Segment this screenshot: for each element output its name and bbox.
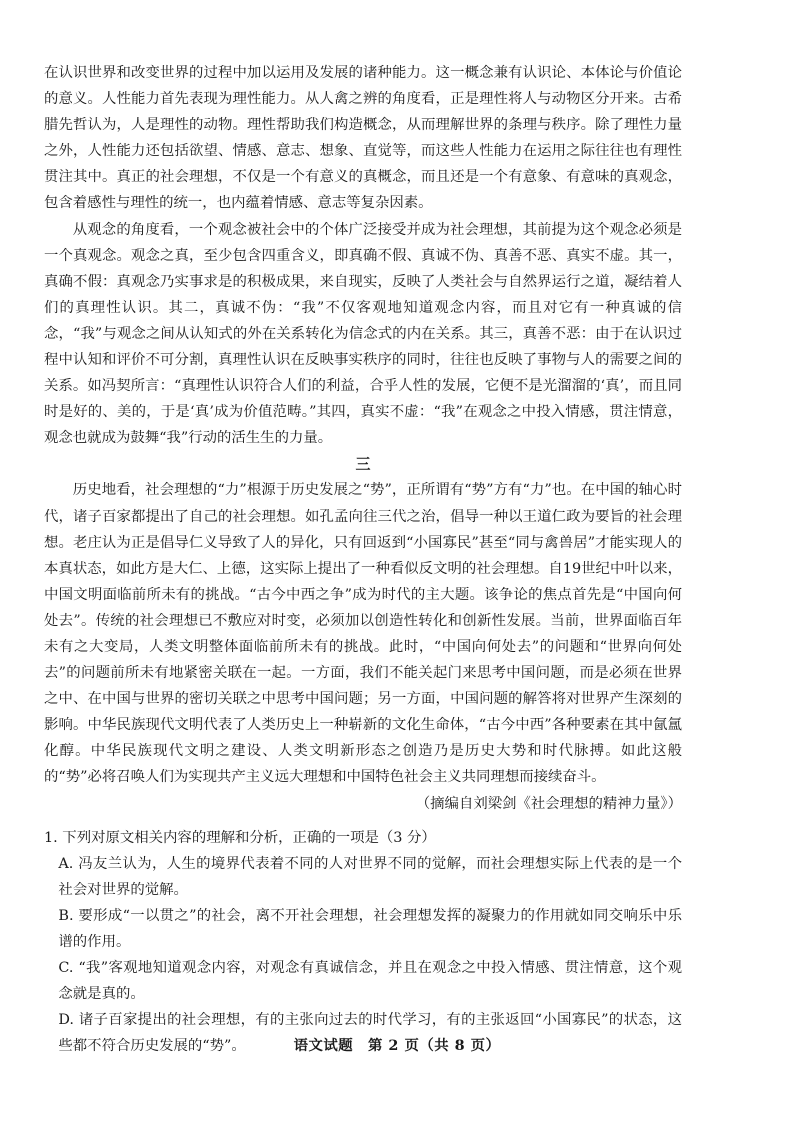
body-paragraph-3: 历史地看，社会理想的“力”根源于历史发展之“势”，正所谓有“势”方有“力”也。在中国的轴心时代，诸子百家都提出了自己的社会理想。如孔孟向往三代之治，倡导一种以王道仁政为要旨的社会理想。老庄认为正是倡导仁义导致了人的异化，只有回返到“小国寡民”甚至“同与禽兽居”才能实现人的本真状态，如此方是大仁、上德，这实际上提出了一种看似反文明的社会理想。自19世纪中叶以来，中国文明面临前所未有的挑战。“古今中西之争”成为时代的主大题。该争论的焦点首先是“中国向何处去”。传统的社会理想已不敷应对时变，必须加以创造性转化和创新性发展。当前，世界面临百年未有之大变局，人类文明整体面临前所未有的挑战。此时，“中国向何处去”的问题和“世界向何处去”的问题前所未有地紧密关联在一起。一方面，我们不能关起门来思考中国问题，而是必须在世界之中、在中国与世界的密切关联之中思考中国问题；另一方面，中国问题的解答将对世界产生深刻的影响。中华民族现代文明代表了人类历史上一种崭新的文化生命体，“古今中西”各种要素在其中氤氲化醇。中华民族现代文明之建设、人类文明新形态之创造乃是历史大势和时代脉搏。如此这般的“势”必将召唤人们为实现共产主义远大理想和中国特色社会主义共同理想而接续奋斗。 <box>44 482 682 786</box>
question-1-option-a: A. 冯友兰认为，人生的境界代表着不同的人对世界不同的觉解，而社会理想实际上代表的是一个社会对世界的觉解。 <box>58 855 682 898</box>
source-citation: （摘编自刘梁剑《社会理想的精神力量》） <box>415 795 682 812</box>
question-1 <box>44 825 682 1060</box>
exam-page-body <box>44 60 682 1059</box>
page-footer: 语文试题 第 2 页（共 8 页） <box>293 1037 501 1054</box>
question-1-stem: 1. 下列对原文相关内容的理解和分析，正确的一项是（3 分） <box>44 829 436 846</box>
question-1-option-c: C. “我”客观地知道观念内容，对观念有真诚信念，并且在观念之中投入情感、贯注情意，这个观念就是真的。 <box>58 960 682 1003</box>
body-paragraph-1: 在认识世界和改变世界的过程中加以运用及发展的诸种能力。这一概念兼有认识论、本体论与价值论的意义。人性能力首先表现为理性能力。从人禽之辨的角度看，正是理性将人与动物区分开来。古希腊先哲认为，人是理性的动物。理性帮助我们构造概念，从而理解世界的条理与秩序。除了理性力量之外，人性能力还包括欲望、情感、意志、想象、直觉等，而这些人性能力在运用之际往往也有理性贯注其中。真正的社会理想，不仅是一个有意义的真概念，而且还是一个有意象、有意味的真观念，包含着感性与理性的统一，也内蕴着情感、意志等复杂因素。 <box>44 65 682 212</box>
section-number-three: 三 <box>355 455 371 474</box>
question-1-option-b: B. 要形成“一以贯之”的社会，离不开社会理想，社会理想发挥的凝聚力的作用就如同交响乐中乐谱的作用。 <box>58 907 682 950</box>
question-1-option-d: D. 诸子百家提出的社会理想，有的主张向过去的时代学习，有的主张返回“小国寡民”的状态，这些都不符合历史发展的“势”。 <box>58 1012 682 1055</box>
body-paragraph-2: 从观念的角度看，一个观念被社会中的个体广泛接受并成为社会理想，其前提为这个观念必须是一个真观念。观念之真，至少包含四重含义，即真确不假、真诚不伪、真善不恶、真实不虚。其一，真确不假：真观念乃实事求是的积极成果，来自现实，反映了人类社会与自然界运行之道，凝结着人们的真理性认识。其二，真诚不伪：“我”不仅客观地知道观念内容，而且对它有一种真诚的信念，“我”与观念之间从认知式的外在关系转化为信念式的内在关系。其三，真善不恶：由于在认识过程中认知和评价不可分割，真理性认识在反映事实秩序的同时，往往也反映了事物与人的需要之间的关系。如冯契所言：“真理性认识符合人们的利益，合乎人性的发展，它便不是光溜溜的‘真’，而且同时是好的、美的，于是‘真’成为价值范畴。”其四，真实不虚：“我”在观念之中投入情感，贯注情意，观念也就成为鼓舞“我”行动的活生生的力量。 <box>44 221 682 447</box>
